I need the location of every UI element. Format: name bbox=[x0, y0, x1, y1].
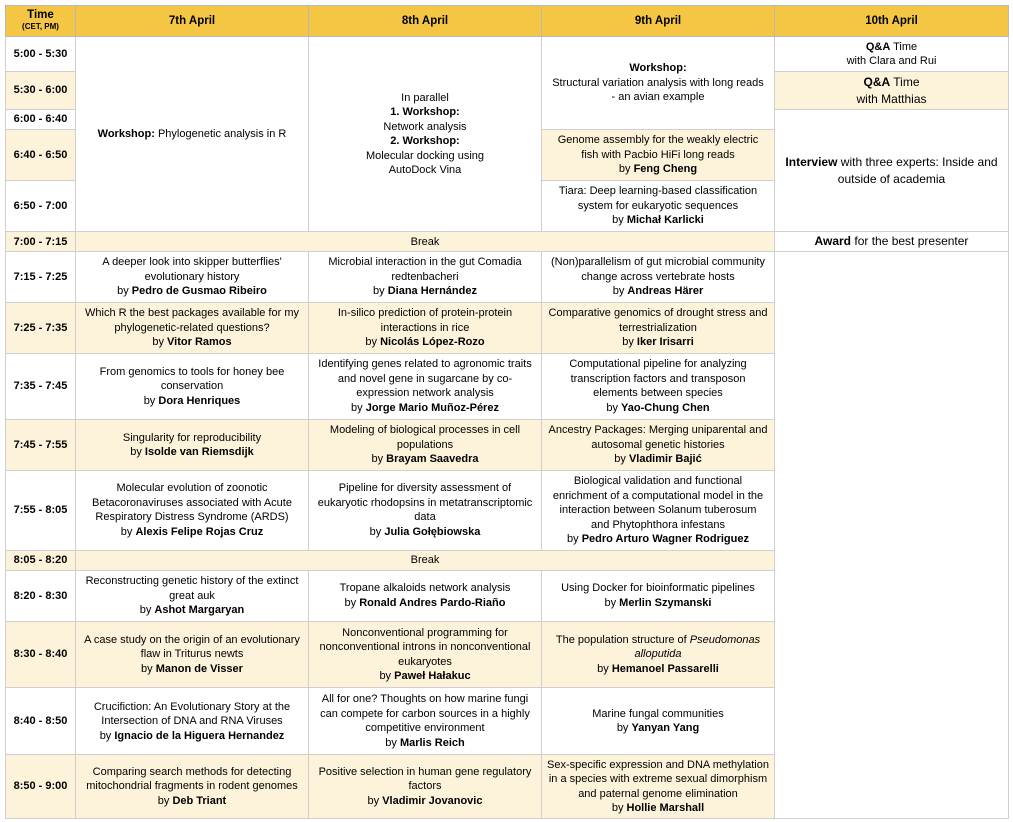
talk-title-line: Betacoronaviruses associated with Acute bbox=[92, 496, 292, 509]
talk-cell bbox=[309, 353, 542, 420]
talk-by: by bbox=[117, 285, 129, 298]
talk-title-line: Using Docker for bioinformatic pipelines bbox=[561, 582, 755, 595]
talk-speaker-line bbox=[311, 401, 539, 416]
talk-by: by bbox=[344, 596, 357, 609]
talk-title-line: redtenbacheri bbox=[391, 270, 459, 283]
talk-speaker-line bbox=[311, 669, 539, 684]
talk-title-line: competitive environment bbox=[365, 722, 485, 735]
day-header-7th: 7th April bbox=[76, 6, 309, 37]
talk-title-line: populations bbox=[396, 438, 454, 451]
talk-speaker-line bbox=[78, 445, 306, 460]
talk-title-line: Intersection of DNA and RNA Viruses bbox=[101, 715, 283, 728]
time-slot: 7:55 - 8:05 bbox=[6, 470, 76, 550]
talk-speaker: Merlin Szymanski bbox=[619, 596, 712, 609]
qa-cell-clara-rui bbox=[775, 37, 1009, 72]
time-slot: 8:20 - 8:30 bbox=[6, 571, 76, 622]
talk-title-line: interaction between Solanum tuberosum bbox=[559, 504, 757, 517]
talk-cell bbox=[76, 688, 309, 755]
talk-by: by bbox=[369, 525, 382, 538]
talk-title-line: Molecular evolution of zoonotic bbox=[116, 482, 268, 495]
talk-cell bbox=[309, 621, 542, 688]
talk-title-line: and Phytophthora infestans bbox=[591, 518, 725, 531]
talk-title-line: enrichment of a computational model in the bbox=[552, 489, 764, 502]
time-slot: 8:50 - 9:00 bbox=[6, 755, 76, 819]
interview-text: with three experts: Inside and bbox=[840, 154, 998, 169]
talk-speaker: Nicolás López-Rozo bbox=[380, 336, 485, 349]
talk-title-line: transcription factors and transposon bbox=[570, 372, 746, 385]
talk-speaker-line bbox=[311, 736, 539, 751]
talk-title-line: interactions in rice bbox=[380, 321, 470, 334]
talk-cell bbox=[76, 571, 309, 622]
parallel-note: In parallel bbox=[401, 91, 449, 104]
talk-by: by bbox=[130, 446, 142, 459]
talk-speaker: Vladimir Jovanovic bbox=[382, 794, 483, 807]
talk-cell bbox=[309, 470, 542, 550]
break-row bbox=[6, 232, 1009, 252]
qa-text: Time bbox=[893, 74, 920, 89]
talk-by: by bbox=[622, 336, 634, 349]
talk-title-line: Comparing search methods for detecting bbox=[92, 765, 292, 778]
talk-title-line: Biological validation and functional bbox=[573, 475, 743, 488]
qa-hosts: with Matthias bbox=[856, 91, 927, 106]
time-slot: 6:40 - 6:50 bbox=[6, 130, 76, 181]
workshop-1-title: Network analysis bbox=[383, 120, 467, 133]
talk-by: by bbox=[379, 670, 392, 683]
talk-title-line: Marine fungal communities bbox=[592, 707, 724, 720]
talk-row bbox=[6, 252, 1009, 303]
talk-speaker: Pedro Arturo Wagner Rodriguez bbox=[581, 533, 749, 546]
talk-speaker-line bbox=[311, 525, 539, 540]
workshop-label: Workshop: bbox=[629, 62, 687, 75]
talk-title-line: Comparative genomics of drought stress and bbox=[548, 307, 768, 320]
time-slot: 7:35 - 7:45 bbox=[6, 353, 76, 420]
talk-speaker: Isolde van Riemsdijk bbox=[144, 446, 254, 459]
qa-cell-matthias bbox=[775, 72, 1009, 109]
talk-title-line: Respiratory Distress Syndrome (ARDS) bbox=[95, 511, 289, 524]
talk-cell bbox=[76, 470, 309, 550]
talk-by: by bbox=[120, 525, 133, 538]
time-slot: 8:30 - 8:40 bbox=[6, 621, 76, 688]
talk-title-species: Pseudomonas bbox=[689, 633, 761, 646]
talk-title-line: Reconstructing genetic history of the extinct bbox=[85, 575, 299, 588]
talk-speaker: Manon de Visser bbox=[155, 662, 243, 675]
time-row bbox=[6, 37, 1009, 72]
talk-cell bbox=[76, 303, 309, 354]
talk-speaker: Dora Henriques bbox=[158, 394, 241, 407]
talk-title-line: change across vertebrate hosts bbox=[581, 270, 735, 283]
time-slot: 7:15 - 7:25 bbox=[6, 252, 76, 303]
talk-by: by bbox=[612, 214, 624, 227]
talk-speaker-line bbox=[544, 721, 772, 736]
talk-by: by bbox=[157, 794, 170, 807]
award-cell bbox=[775, 232, 1009, 252]
time-slot: 5:00 - 5:30 bbox=[6, 37, 76, 72]
talk-cell bbox=[76, 621, 309, 688]
time-slot: 7:00 - 7:15 bbox=[6, 232, 76, 252]
talk-speaker: Andreas Härer bbox=[627, 285, 704, 298]
talk-title-line bbox=[544, 633, 772, 648]
workshop-title-line: Structural variation analysis with long reads bbox=[552, 76, 764, 89]
talk-title-line: mitochondrial fragments in rodent genomes bbox=[86, 780, 298, 793]
workshop-title: Phylogenetic analysis in R bbox=[157, 127, 287, 140]
talk-title-line: A deeper look into skipper butterflies' bbox=[102, 256, 282, 269]
talk-title-line: great auk bbox=[169, 589, 215, 602]
time-slot: 8:05 - 8:20 bbox=[6, 550, 76, 570]
time-header-label: Time bbox=[27, 9, 54, 21]
workshop-2-title-line: AutoDock Vina bbox=[388, 164, 462, 177]
talk-speaker-line bbox=[311, 284, 539, 299]
talk-speaker: Pedro de Gusmao Ribeiro bbox=[131, 285, 267, 298]
day-header-8th: 8th April bbox=[309, 6, 542, 37]
talk-title-line: Which R the best packages available for my bbox=[85, 307, 299, 320]
talk-speaker: Yao-Chung Chen bbox=[621, 401, 710, 414]
talk-speaker-line bbox=[78, 603, 306, 618]
day-header-9th: 9th April bbox=[542, 6, 775, 37]
workshop-cell-8th bbox=[309, 37, 542, 232]
talk-title-text: The population structure of bbox=[555, 633, 690, 646]
header-row bbox=[6, 6, 1009, 37]
talk-title-line: evolutionary history bbox=[144, 270, 240, 283]
talk-cell bbox=[542, 420, 775, 471]
talk-cell bbox=[76, 420, 309, 471]
interview-cell bbox=[775, 109, 1009, 231]
talk-speaker: Ashot Margaryan bbox=[154, 604, 245, 617]
talk-speaker: Alexis Felipe Rojas Cruz bbox=[135, 525, 264, 538]
talk-title-line: A case study on the origin of an evolutionary bbox=[84, 633, 300, 646]
talk-by: by bbox=[611, 802, 624, 815]
talk-speaker-line bbox=[544, 452, 772, 467]
talk-title-line: flaw in Triturus newts bbox=[140, 648, 244, 661]
talk-by: by bbox=[141, 662, 153, 675]
talk-cell bbox=[542, 130, 775, 181]
talk-cell bbox=[542, 755, 775, 819]
talk-by: by bbox=[373, 285, 385, 298]
talk-title-line: Tropane alkaloids network analysis bbox=[339, 582, 511, 595]
talk-speaker-line bbox=[78, 729, 306, 744]
talk-title-line: phylogenetic-related questions? bbox=[114, 321, 270, 334]
talk-by: by bbox=[351, 401, 363, 414]
interview-label: Interview bbox=[785, 154, 838, 169]
talk-by: by bbox=[612, 285, 625, 298]
talk-title-line: Pipeline for diversity assessment of bbox=[338, 482, 512, 495]
talk-by: by bbox=[597, 662, 609, 675]
talk-by: by bbox=[99, 729, 112, 742]
talk-speaker: Ronald Andres Pardo-Riaño bbox=[359, 596, 506, 609]
talk-speaker-line bbox=[78, 335, 306, 350]
qa-hosts: with Clara and Rui bbox=[846, 55, 937, 68]
talk-title-line: system for eukaryotic sequences bbox=[577, 199, 739, 212]
talk-title-line: Modeling of biological processes in cell bbox=[329, 424, 521, 437]
talk-title-line: Positive selection in human gene regulatory bbox=[318, 765, 532, 778]
talk-speaker-line bbox=[544, 596, 772, 611]
talk-by: by bbox=[604, 596, 617, 609]
interview-text: outside of academia bbox=[837, 171, 946, 186]
talk-title-line: fish with Pacbio HiFi long reads bbox=[581, 148, 735, 161]
talk-cell bbox=[542, 621, 775, 688]
talk-cell bbox=[542, 470, 775, 550]
award-text: for the best presenter bbox=[854, 234, 969, 249]
talk-title-line: expression network analysis bbox=[356, 387, 494, 400]
talk-cell bbox=[542, 571, 775, 622]
talk-speaker: Feng Cheng bbox=[633, 163, 698, 176]
talk-cell bbox=[542, 353, 775, 420]
talk-speaker: Brayam Saavedra bbox=[386, 453, 479, 466]
talk-cell bbox=[542, 688, 775, 755]
talk-title-line: Tiara: Deep learning-based classification bbox=[558, 185, 758, 198]
talk-cell bbox=[76, 252, 309, 303]
workshop-cell-9th bbox=[542, 37, 775, 130]
time-slot: 7:45 - 7:55 bbox=[6, 420, 76, 471]
talk-speaker-line bbox=[544, 532, 772, 547]
workshop-2-title-line: Molecular docking using bbox=[365, 149, 484, 162]
talk-title-line: Crucifiction: An Evolutionary Story at the bbox=[93, 700, 291, 713]
talk-title-line: eukaryotes bbox=[398, 655, 452, 668]
talk-by: by bbox=[567, 533, 579, 546]
talk-speaker-line bbox=[311, 452, 539, 467]
talk-by: by bbox=[385, 736, 397, 749]
talk-title-line: Nonconventional programming for bbox=[342, 626, 508, 639]
talk-by: by bbox=[365, 336, 378, 349]
talk-speaker-line bbox=[544, 401, 772, 416]
talk-cell bbox=[309, 303, 542, 354]
talk-title-line: Microbial interaction in the gut Comadia bbox=[328, 256, 522, 269]
break-label: Break bbox=[76, 550, 775, 570]
talk-title-line: eukaryotic rhodopsins in metatranscriptomic bbox=[317, 496, 533, 509]
talk-by: by bbox=[367, 794, 380, 807]
talk-title-line: Identifying genes related to agronomic traits bbox=[318, 358, 532, 371]
talk-speaker: Ignacio de la Higuera Hernandez bbox=[114, 729, 285, 742]
talk-speaker-line bbox=[544, 662, 772, 677]
talk-title-line: terrestrialization bbox=[619, 321, 697, 334]
talk-by: by bbox=[143, 394, 156, 407]
talk-speaker-line bbox=[78, 794, 306, 809]
empty-cell bbox=[775, 252, 1009, 819]
time-header bbox=[6, 6, 76, 37]
talk-by: by bbox=[618, 163, 631, 176]
talk-title-line: Computational pipeline for analyzing bbox=[569, 358, 747, 371]
workshop-cell-7th bbox=[76, 37, 309, 232]
talk-title-line: and paternal genome elimination bbox=[578, 787, 738, 800]
qa-text: Time bbox=[893, 40, 918, 53]
talk-title-line: All for one? Thoughts on how marine fungi bbox=[321, 693, 529, 706]
talk-title-line: Genome assembly for the weakly electric bbox=[557, 134, 759, 147]
talk-speaker: Julia Gołębiowska bbox=[384, 525, 481, 538]
talk-speaker: Vladimir Bajić bbox=[628, 453, 702, 466]
talk-speaker-line bbox=[544, 335, 772, 350]
time-slot: 8:40 - 8:50 bbox=[6, 688, 76, 755]
talk-cell bbox=[309, 755, 542, 819]
talk-speaker: Michał Karlicki bbox=[626, 214, 704, 227]
talk-title-line: can compete for carbon sources in a highly bbox=[320, 707, 530, 720]
time-slot: 5:30 - 6:00 bbox=[6, 72, 76, 109]
talk-speaker-line bbox=[311, 794, 539, 809]
talk-title-line: data bbox=[414, 511, 436, 524]
talk-cell bbox=[309, 420, 542, 471]
talk-by: by bbox=[139, 604, 152, 617]
talk-cell bbox=[542, 303, 775, 354]
talk-cell bbox=[76, 353, 309, 420]
talk-by: by bbox=[606, 401, 618, 414]
talk-cell bbox=[309, 571, 542, 622]
talk-title-line: From genomics to tools for honey bee bbox=[99, 365, 285, 378]
talk-speaker: Jorge Mario Muñoz-Pérez bbox=[365, 401, 499, 414]
talk-title-line: autosomal genetic histories bbox=[591, 438, 725, 451]
talk-title-line: and novel gene in sugarcane by co- bbox=[337, 372, 513, 385]
talk-cell bbox=[542, 252, 775, 303]
talk-speaker: Paweł Hałakuc bbox=[394, 670, 471, 683]
talk-cell bbox=[542, 180, 775, 232]
workshop-2-label: 2. Workshop: bbox=[390, 135, 460, 148]
talk-title-line: Singularity for reproducibility bbox=[122, 431, 262, 444]
talk-speaker: Hollie Marshall bbox=[626, 802, 705, 815]
talk-by: by bbox=[616, 722, 629, 735]
talk-speaker-line bbox=[78, 394, 306, 409]
talk-speaker: Iker Irisarri bbox=[636, 336, 694, 349]
talk-title-line: (Non)parallelism of gut microbial community bbox=[551, 256, 765, 269]
talk-cell bbox=[76, 755, 309, 819]
talk-speaker-line bbox=[544, 801, 772, 816]
talk-by: by bbox=[152, 336, 164, 349]
schedule-table bbox=[5, 5, 1009, 819]
time-slot: 6:50 - 7:00 bbox=[6, 180, 76, 232]
workshop-title-line: - an avian example bbox=[611, 91, 705, 104]
qa-label: Q&A bbox=[863, 74, 891, 89]
talk-speaker-line bbox=[311, 596, 539, 611]
time-slot: 7:25 - 7:35 bbox=[6, 303, 76, 354]
talk-title-line: Ancestry Packages: Merging uniparental and bbox=[548, 424, 768, 437]
talk-title-line: factors bbox=[408, 780, 442, 793]
talk-speaker-line bbox=[78, 662, 306, 677]
time-header-zone: (CET, PM) bbox=[22, 22, 59, 31]
talk-title-line: nonconventional introns in nonconventional bbox=[319, 641, 531, 654]
talk-speaker-line bbox=[544, 284, 772, 299]
talk-speaker-line bbox=[311, 335, 539, 350]
break-label: Break bbox=[76, 232, 775, 252]
talk-title-line: conservation bbox=[160, 380, 224, 393]
award-label: Award bbox=[814, 234, 852, 249]
talk-title-line: in a species with extreme sexual dimorphism bbox=[548, 773, 768, 786]
talk-cell bbox=[309, 688, 542, 755]
talk-title-species: alloputida bbox=[634, 648, 682, 661]
talk-cell bbox=[309, 252, 542, 303]
talk-speaker: Yanyan Yang bbox=[631, 722, 700, 735]
talk-speaker: Diana Hernández bbox=[387, 285, 477, 298]
qa-label: Q&A bbox=[865, 40, 891, 53]
day-header-10th: 10th April bbox=[775, 6, 1009, 37]
time-slot: 6:00 - 6:40 bbox=[6, 109, 76, 129]
talk-speaker-line bbox=[78, 525, 306, 540]
talk-title-line: elements between species bbox=[593, 387, 723, 400]
talk-speaker: Vitor Ramos bbox=[167, 336, 232, 349]
talk-by: by bbox=[614, 453, 626, 466]
talk-title-line: In-silico prediction of protein-protein bbox=[337, 307, 513, 320]
talk-speaker: Hemanoel Passarelli bbox=[611, 662, 719, 675]
talk-speaker: Deb Triant bbox=[172, 794, 227, 807]
workshop-1-label: 1. Workshop: bbox=[390, 106, 460, 119]
workshop-label: Workshop: bbox=[97, 127, 155, 140]
talk-by: by bbox=[371, 453, 384, 466]
talk-speaker-line bbox=[78, 284, 306, 299]
talk-speaker: Marlis Reich bbox=[399, 736, 465, 749]
talk-title-line: Sex-specific expression and DNA methylation bbox=[547, 758, 769, 771]
